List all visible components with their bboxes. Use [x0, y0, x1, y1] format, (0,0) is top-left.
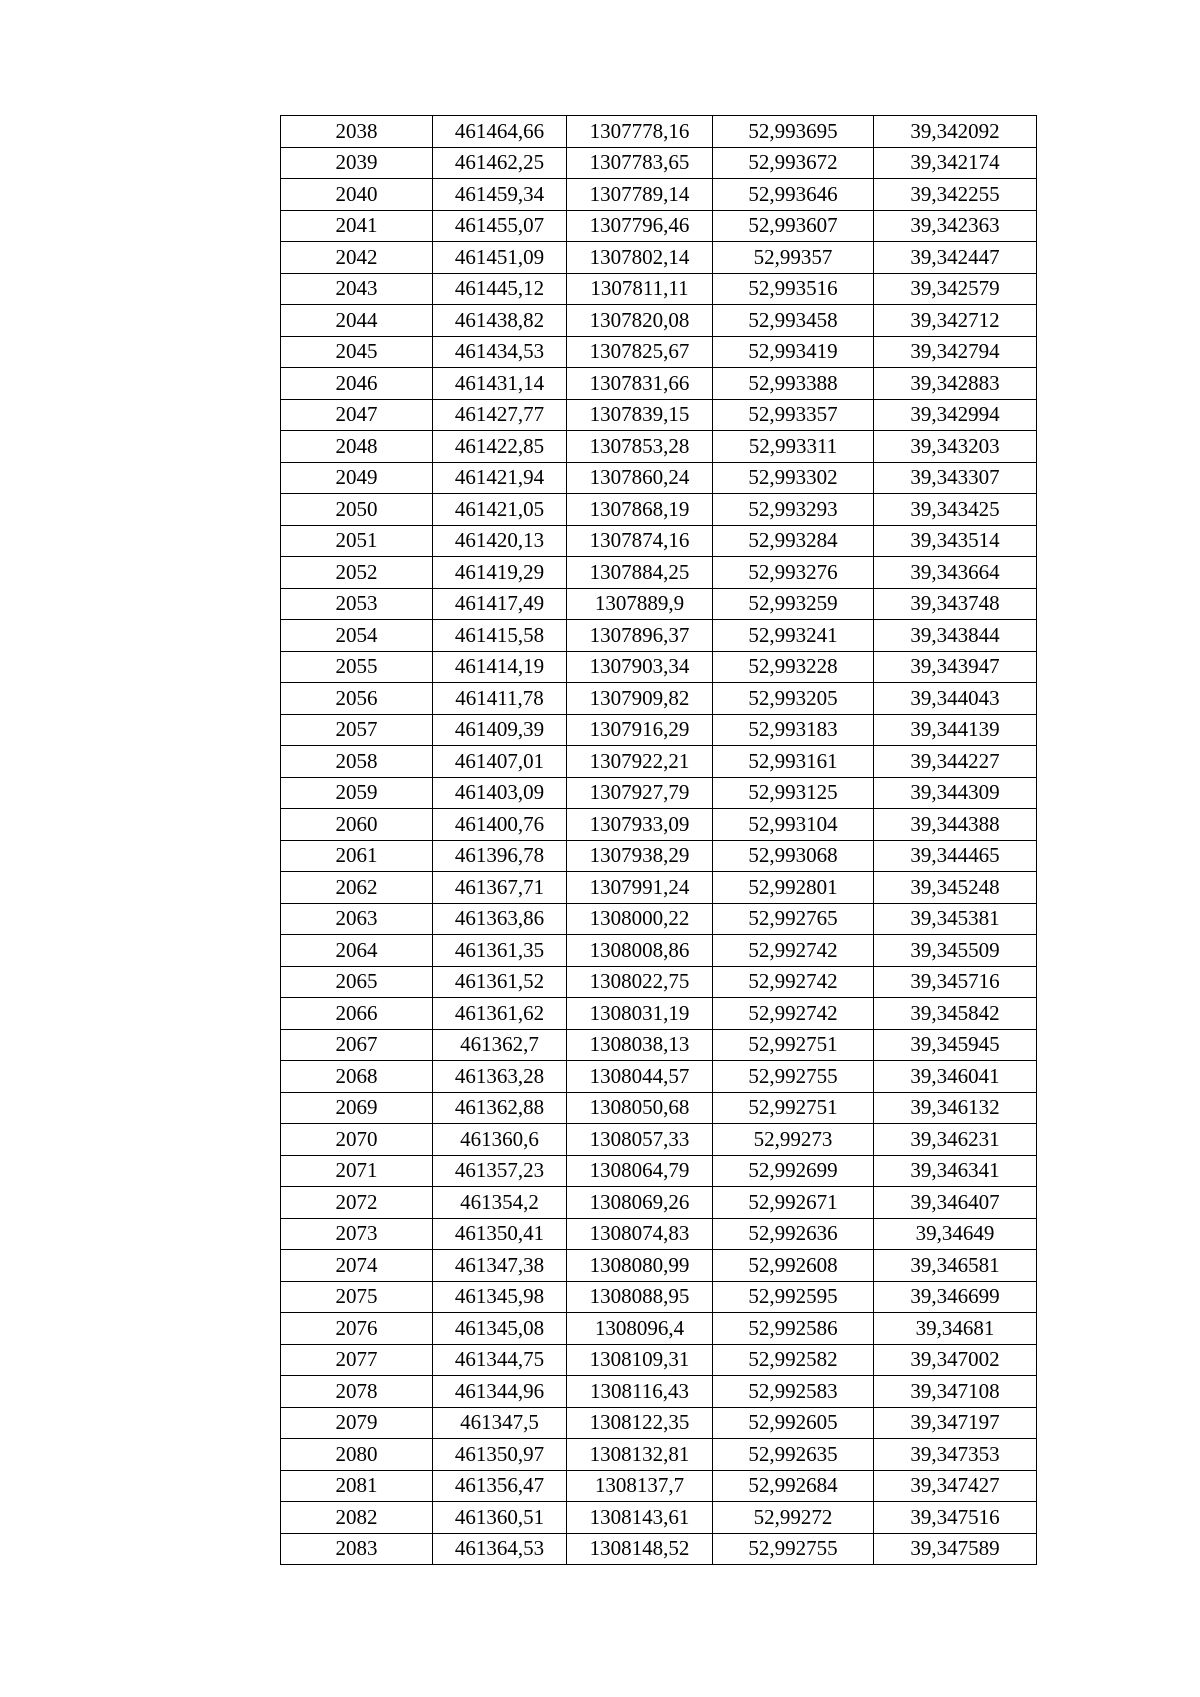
- point-number-cell: 2075: [281, 1281, 433, 1313]
- y-coordinate-cell: 1308044,57: [567, 1061, 713, 1093]
- point-number-cell: 2050: [281, 494, 433, 526]
- x-coordinate-cell: 461438,82: [433, 305, 567, 337]
- table-row: [281, 462, 1037, 494]
- point-number-cell: 2078: [281, 1376, 433, 1408]
- x-coordinate-cell: 461400,76: [433, 809, 567, 841]
- longitude-cell: 39,342794: [874, 336, 1037, 368]
- longitude-cell: 39,344139: [874, 714, 1037, 746]
- point-number-cell: 2059: [281, 777, 433, 809]
- latitude-cell: 52,99272: [713, 1502, 874, 1534]
- x-coordinate-cell: 461357,23: [433, 1155, 567, 1187]
- point-number-cell: 2060: [281, 809, 433, 841]
- x-coordinate-cell: 461434,53: [433, 336, 567, 368]
- longitude-cell: 39,346341: [874, 1155, 1037, 1187]
- y-coordinate-cell: 1307909,82: [567, 683, 713, 715]
- point-number-cell: 2076: [281, 1313, 433, 1345]
- point-number-cell: 2055: [281, 651, 433, 683]
- longitude-cell: 39,342712: [874, 305, 1037, 337]
- y-coordinate-cell: 1307933,09: [567, 809, 713, 841]
- longitude-cell: 39,344388: [874, 809, 1037, 841]
- latitude-cell: 52,993302: [713, 462, 874, 494]
- y-coordinate-cell: 1308050,68: [567, 1092, 713, 1124]
- y-coordinate-cell: 1308080,99: [567, 1250, 713, 1282]
- y-coordinate-cell: 1307831,66: [567, 368, 713, 400]
- table-row: [281, 1502, 1037, 1534]
- table-row: [281, 147, 1037, 179]
- point-number-cell: 2058: [281, 746, 433, 778]
- longitude-cell: 39,346041: [874, 1061, 1037, 1093]
- table-row: [281, 714, 1037, 746]
- y-coordinate-cell: 1308069,26: [567, 1187, 713, 1219]
- point-number-cell: 2049: [281, 462, 433, 494]
- table-row: [281, 1470, 1037, 1502]
- table-row: [281, 1092, 1037, 1124]
- x-coordinate-cell: 461417,49: [433, 588, 567, 620]
- x-coordinate-cell: 461419,29: [433, 557, 567, 589]
- latitude-cell: 52,993458: [713, 305, 874, 337]
- y-coordinate-cell: 1307820,08: [567, 305, 713, 337]
- x-coordinate-cell: 461362,88: [433, 1092, 567, 1124]
- y-coordinate-cell: 1308137,7: [567, 1470, 713, 1502]
- table-row: [281, 1124, 1037, 1156]
- longitude-cell: 39,342174: [874, 147, 1037, 179]
- latitude-cell: 52,992742: [713, 966, 874, 998]
- latitude-cell: 52,993125: [713, 777, 874, 809]
- table-row: [281, 903, 1037, 935]
- longitude-cell: 39,346407: [874, 1187, 1037, 1219]
- latitude-cell: 52,993161: [713, 746, 874, 778]
- point-number-cell: 2056: [281, 683, 433, 715]
- latitude-cell: 52,992586: [713, 1313, 874, 1345]
- longitude-cell: 39,34649: [874, 1218, 1037, 1250]
- point-number-cell: 2057: [281, 714, 433, 746]
- table-row: [281, 1250, 1037, 1282]
- x-coordinate-cell: 461414,19: [433, 651, 567, 683]
- x-coordinate-cell: 461396,78: [433, 840, 567, 872]
- longitude-cell: 39,343748: [874, 588, 1037, 620]
- latitude-cell: 52,992755: [713, 1061, 874, 1093]
- y-coordinate-cell: 1308074,83: [567, 1218, 713, 1250]
- y-coordinate-cell: 1307778,16: [567, 116, 713, 148]
- point-number-cell: 2083: [281, 1533, 433, 1565]
- table-row: [281, 777, 1037, 809]
- longitude-cell: 39,347589: [874, 1533, 1037, 1565]
- x-coordinate-cell: 461421,94: [433, 462, 567, 494]
- x-coordinate-cell: 461420,13: [433, 525, 567, 557]
- table-row: [281, 210, 1037, 242]
- latitude-cell: 52,99273: [713, 1124, 874, 1156]
- table-row: [281, 1281, 1037, 1313]
- table-row: [281, 1218, 1037, 1250]
- x-coordinate-cell: 461360,6: [433, 1124, 567, 1156]
- longitude-cell: 39,344043: [874, 683, 1037, 715]
- x-coordinate-cell: 461361,62: [433, 998, 567, 1030]
- latitude-cell: 52,992605: [713, 1407, 874, 1439]
- longitude-cell: 39,343425: [874, 494, 1037, 526]
- x-coordinate-cell: 461422,85: [433, 431, 567, 463]
- longitude-cell: 39,342883: [874, 368, 1037, 400]
- y-coordinate-cell: 1308148,52: [567, 1533, 713, 1565]
- y-coordinate-cell: 1308008,86: [567, 935, 713, 967]
- table-row: [281, 966, 1037, 998]
- latitude-cell: 52,993646: [713, 179, 874, 211]
- table-row: [281, 809, 1037, 841]
- latitude-cell: 52,992635: [713, 1439, 874, 1471]
- point-number-cell: 2071: [281, 1155, 433, 1187]
- table-row: [281, 525, 1037, 557]
- table-row: [281, 746, 1037, 778]
- point-number-cell: 2040: [281, 179, 433, 211]
- latitude-cell: 52,992765: [713, 903, 874, 935]
- x-coordinate-cell: 461345,08: [433, 1313, 567, 1345]
- point-number-cell: 2069: [281, 1092, 433, 1124]
- longitude-cell: 39,343307: [874, 462, 1037, 494]
- x-coordinate-cell: 461403,09: [433, 777, 567, 809]
- longitude-cell: 39,34681: [874, 1313, 1037, 1345]
- y-coordinate-cell: 1307896,37: [567, 620, 713, 652]
- point-number-cell: 2077: [281, 1344, 433, 1376]
- table-row: [281, 116, 1037, 148]
- point-number-cell: 2062: [281, 872, 433, 904]
- y-coordinate-cell: 1308143,61: [567, 1502, 713, 1534]
- table-row: [281, 651, 1037, 683]
- longitude-cell: 39,342363: [874, 210, 1037, 242]
- x-coordinate-cell: 461360,51: [433, 1502, 567, 1534]
- x-coordinate-cell: 461347,5: [433, 1407, 567, 1439]
- latitude-cell: 52,993259: [713, 588, 874, 620]
- latitude-cell: 52,993276: [713, 557, 874, 589]
- latitude-cell: 52,99357: [713, 242, 874, 274]
- table-row: [281, 557, 1037, 589]
- y-coordinate-cell: 1307938,29: [567, 840, 713, 872]
- longitude-cell: 39,345381: [874, 903, 1037, 935]
- table-row: [281, 872, 1037, 904]
- table-row: [281, 273, 1037, 305]
- point-number-cell: 2041: [281, 210, 433, 242]
- longitude-cell: 39,343844: [874, 620, 1037, 652]
- longitude-cell: 39,346699: [874, 1281, 1037, 1313]
- longitude-cell: 39,347197: [874, 1407, 1037, 1439]
- table-row: [281, 1533, 1037, 1565]
- y-coordinate-cell: 1308000,22: [567, 903, 713, 935]
- y-coordinate-cell: 1307874,16: [567, 525, 713, 557]
- table-row: [281, 399, 1037, 431]
- point-number-cell: 2070: [281, 1124, 433, 1156]
- x-coordinate-cell: 461350,97: [433, 1439, 567, 1471]
- latitude-cell: 52,993388: [713, 368, 874, 400]
- x-coordinate-cell: 461459,34: [433, 179, 567, 211]
- y-coordinate-cell: 1308109,31: [567, 1344, 713, 1376]
- latitude-cell: 52,992742: [713, 998, 874, 1030]
- point-number-cell: 2079: [281, 1407, 433, 1439]
- latitude-cell: 52,993357: [713, 399, 874, 431]
- y-coordinate-cell: 1307811,11: [567, 273, 713, 305]
- x-coordinate-cell: 461364,53: [433, 1533, 567, 1565]
- y-coordinate-cell: 1307853,28: [567, 431, 713, 463]
- latitude-cell: 52,993183: [713, 714, 874, 746]
- point-number-cell: 2063: [281, 903, 433, 935]
- table-row: [281, 368, 1037, 400]
- longitude-cell: 39,345716: [874, 966, 1037, 998]
- y-coordinate-cell: 1308122,35: [567, 1407, 713, 1439]
- x-coordinate-cell: 461354,2: [433, 1187, 567, 1219]
- latitude-cell: 52,993672: [713, 147, 874, 179]
- x-coordinate-cell: 461451,09: [433, 242, 567, 274]
- latitude-cell: 52,992608: [713, 1250, 874, 1282]
- point-number-cell: 2044: [281, 305, 433, 337]
- y-coordinate-cell: 1307868,19: [567, 494, 713, 526]
- latitude-cell: 52,993241: [713, 620, 874, 652]
- longitude-cell: 39,344465: [874, 840, 1037, 872]
- latitude-cell: 52,992582: [713, 1344, 874, 1376]
- point-number-cell: 2052: [281, 557, 433, 589]
- table-row: [281, 1407, 1037, 1439]
- y-coordinate-cell: 1307903,34: [567, 651, 713, 683]
- latitude-cell: 52,993205: [713, 683, 874, 715]
- latitude-cell: 52,992636: [713, 1218, 874, 1250]
- latitude-cell: 52,992671: [713, 1187, 874, 1219]
- longitude-cell: 39,345248: [874, 872, 1037, 904]
- table-row: [281, 1313, 1037, 1345]
- y-coordinate-cell: 1308057,33: [567, 1124, 713, 1156]
- y-coordinate-cell: 1308096,4: [567, 1313, 713, 1345]
- y-coordinate-cell: 1307796,46: [567, 210, 713, 242]
- latitude-cell: 52,993419: [713, 336, 874, 368]
- point-number-cell: 2061: [281, 840, 433, 872]
- longitude-cell: 39,347353: [874, 1439, 1037, 1471]
- longitude-cell: 39,345509: [874, 935, 1037, 967]
- point-number-cell: 2074: [281, 1250, 433, 1282]
- longitude-cell: 39,346132: [874, 1092, 1037, 1124]
- point-number-cell: 2051: [281, 525, 433, 557]
- latitude-cell: 52,992595: [713, 1281, 874, 1313]
- y-coordinate-cell: 1307783,65: [567, 147, 713, 179]
- x-coordinate-cell: 461421,05: [433, 494, 567, 526]
- point-number-cell: 2068: [281, 1061, 433, 1093]
- x-coordinate-cell: 461361,52: [433, 966, 567, 998]
- x-coordinate-cell: 461409,39: [433, 714, 567, 746]
- x-coordinate-cell: 461362,7: [433, 1029, 567, 1061]
- y-coordinate-cell: 1307825,67: [567, 336, 713, 368]
- table-row: [281, 1439, 1037, 1471]
- x-coordinate-cell: 461361,35: [433, 935, 567, 967]
- point-number-cell: 2043: [281, 273, 433, 305]
- latitude-cell: 52,993228: [713, 651, 874, 683]
- point-number-cell: 2081: [281, 1470, 433, 1502]
- point-number-cell: 2047: [281, 399, 433, 431]
- x-coordinate-cell: 461431,14: [433, 368, 567, 400]
- x-coordinate-cell: 461363,86: [433, 903, 567, 935]
- latitude-cell: 52,992801: [713, 872, 874, 904]
- point-number-cell: 2073: [281, 1218, 433, 1250]
- y-coordinate-cell: 1307789,14: [567, 179, 713, 211]
- x-coordinate-cell: 461344,75: [433, 1344, 567, 1376]
- table-row: [281, 1029, 1037, 1061]
- latitude-cell: 52,992684: [713, 1470, 874, 1502]
- latitude-cell: 52,993293: [713, 494, 874, 526]
- y-coordinate-cell: 1307927,79: [567, 777, 713, 809]
- y-coordinate-cell: 1308031,19: [567, 998, 713, 1030]
- x-coordinate-cell: 461347,38: [433, 1250, 567, 1282]
- x-coordinate-cell: 461345,98: [433, 1281, 567, 1313]
- longitude-cell: 39,342092: [874, 116, 1037, 148]
- y-coordinate-cell: 1307889,9: [567, 588, 713, 620]
- point-number-cell: 2082: [281, 1502, 433, 1534]
- longitude-cell: 39,344227: [874, 746, 1037, 778]
- longitude-cell: 39,347108: [874, 1376, 1037, 1408]
- latitude-cell: 52,992751: [713, 1029, 874, 1061]
- coordinates-table-body: [281, 116, 1037, 1565]
- table-row: [281, 620, 1037, 652]
- point-number-cell: 2054: [281, 620, 433, 652]
- x-coordinate-cell: 461455,07: [433, 210, 567, 242]
- point-number-cell: 2072: [281, 1187, 433, 1219]
- table-row: [281, 494, 1037, 526]
- y-coordinate-cell: 1307991,24: [567, 872, 713, 904]
- y-coordinate-cell: 1307884,25: [567, 557, 713, 589]
- x-coordinate-cell: 461350,41: [433, 1218, 567, 1250]
- point-number-cell: 2067: [281, 1029, 433, 1061]
- point-number-cell: 2045: [281, 336, 433, 368]
- table-row: [281, 683, 1037, 715]
- y-coordinate-cell: 1307839,15: [567, 399, 713, 431]
- longitude-cell: 39,343514: [874, 525, 1037, 557]
- table-row: [281, 998, 1037, 1030]
- table-row: [281, 1187, 1037, 1219]
- table-row: [281, 1155, 1037, 1187]
- y-coordinate-cell: 1307922,21: [567, 746, 713, 778]
- x-coordinate-cell: 461344,96: [433, 1376, 567, 1408]
- latitude-cell: 52,992755: [713, 1533, 874, 1565]
- table-row: [281, 336, 1037, 368]
- longitude-cell: 39,344309: [874, 777, 1037, 809]
- y-coordinate-cell: 1307802,14: [567, 242, 713, 274]
- x-coordinate-cell: 461462,25: [433, 147, 567, 179]
- latitude-cell: 52,992583: [713, 1376, 874, 1408]
- y-coordinate-cell: 1308088,95: [567, 1281, 713, 1313]
- table-row: [281, 935, 1037, 967]
- longitude-cell: 39,347516: [874, 1502, 1037, 1534]
- table-row: [281, 1344, 1037, 1376]
- x-coordinate-cell: 461427,77: [433, 399, 567, 431]
- point-number-cell: 2065: [281, 966, 433, 998]
- x-coordinate-cell: 461464,66: [433, 116, 567, 148]
- longitude-cell: 39,342994: [874, 399, 1037, 431]
- table-row: [281, 305, 1037, 337]
- point-number-cell: 2064: [281, 935, 433, 967]
- x-coordinate-cell: 461356,47: [433, 1470, 567, 1502]
- latitude-cell: 52,992699: [713, 1155, 874, 1187]
- table-row: [281, 1376, 1037, 1408]
- point-number-cell: 2048: [281, 431, 433, 463]
- longitude-cell: 39,343947: [874, 651, 1037, 683]
- x-coordinate-cell: 461411,78: [433, 683, 567, 715]
- latitude-cell: 52,993311: [713, 431, 874, 463]
- point-number-cell: 2053: [281, 588, 433, 620]
- latitude-cell: 52,993104: [713, 809, 874, 841]
- y-coordinate-cell: 1308132,81: [567, 1439, 713, 1471]
- latitude-cell: 52,993607: [713, 210, 874, 242]
- longitude-cell: 39,342255: [874, 179, 1037, 211]
- y-coordinate-cell: 1307916,29: [567, 714, 713, 746]
- latitude-cell: 52,993516: [713, 273, 874, 305]
- longitude-cell: 39,342579: [874, 273, 1037, 305]
- longitude-cell: 39,343664: [874, 557, 1037, 589]
- point-number-cell: 2066: [281, 998, 433, 1030]
- longitude-cell: 39,345842: [874, 998, 1037, 1030]
- x-coordinate-cell: 461415,58: [433, 620, 567, 652]
- longitude-cell: 39,346231: [874, 1124, 1037, 1156]
- x-coordinate-cell: 461445,12: [433, 273, 567, 305]
- latitude-cell: 52,993068: [713, 840, 874, 872]
- longitude-cell: 39,342447: [874, 242, 1037, 274]
- longitude-cell: 39,347002: [874, 1344, 1037, 1376]
- x-coordinate-cell: 461407,01: [433, 746, 567, 778]
- longitude-cell: 39,346581: [874, 1250, 1037, 1282]
- y-coordinate-cell: 1308022,75: [567, 966, 713, 998]
- longitude-cell: 39,345945: [874, 1029, 1037, 1061]
- point-number-cell: 2039: [281, 147, 433, 179]
- table-row: [281, 242, 1037, 274]
- table-row: [281, 1061, 1037, 1093]
- x-coordinate-cell: 461367,71: [433, 872, 567, 904]
- latitude-cell: 52,992742: [713, 935, 874, 967]
- table-row: [281, 840, 1037, 872]
- coordinates-table: [280, 115, 1037, 1565]
- y-coordinate-cell: 1308038,13: [567, 1029, 713, 1061]
- longitude-cell: 39,343203: [874, 431, 1037, 463]
- y-coordinate-cell: 1307860,24: [567, 462, 713, 494]
- latitude-cell: 52,993284: [713, 525, 874, 557]
- y-coordinate-cell: 1308064,79: [567, 1155, 713, 1187]
- x-coordinate-cell: 461363,28: [433, 1061, 567, 1093]
- point-number-cell: 2080: [281, 1439, 433, 1471]
- latitude-cell: 52,993695: [713, 116, 874, 148]
- table-row: [281, 179, 1037, 211]
- table-row: [281, 588, 1037, 620]
- point-number-cell: 2042: [281, 242, 433, 274]
- y-coordinate-cell: 1308116,43: [567, 1376, 713, 1408]
- table-row: [281, 431, 1037, 463]
- longitude-cell: 39,347427: [874, 1470, 1037, 1502]
- point-number-cell: 2038: [281, 116, 433, 148]
- point-number-cell: 2046: [281, 368, 433, 400]
- latitude-cell: 52,992751: [713, 1092, 874, 1124]
